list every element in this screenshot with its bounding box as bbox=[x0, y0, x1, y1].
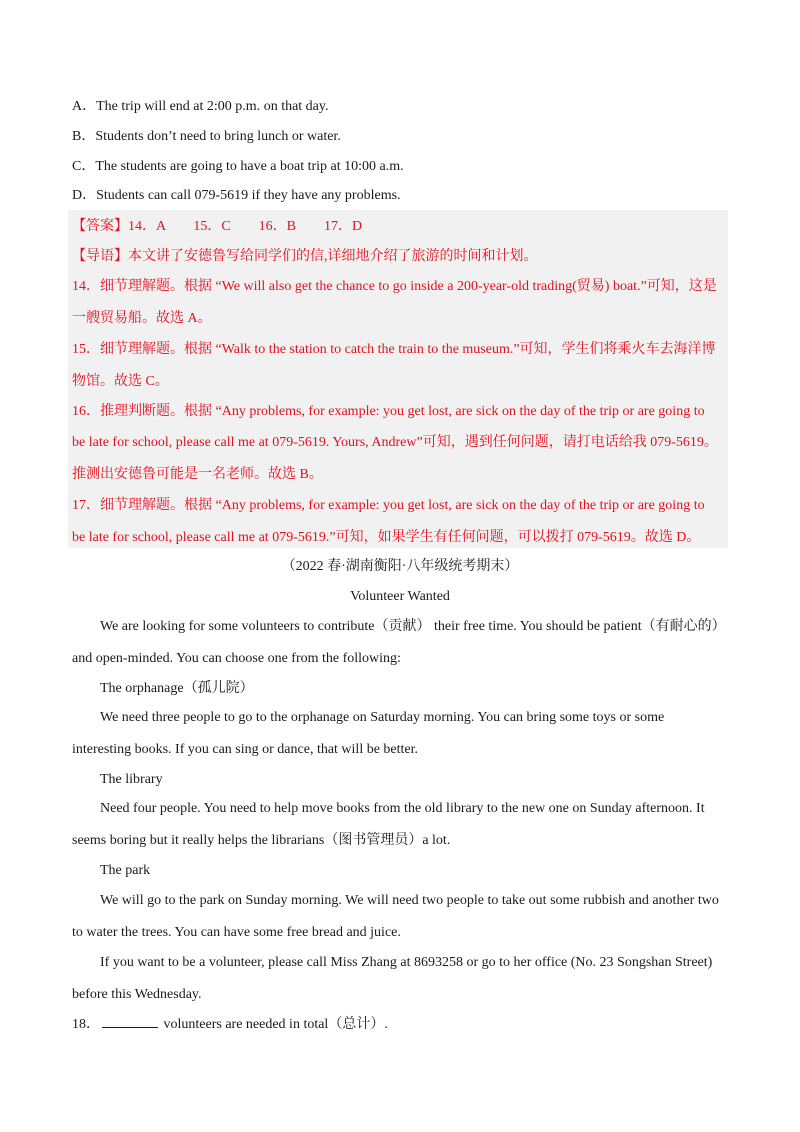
orphanage-line2: interesting books. If you can sing or dance, that will be better. bbox=[72, 742, 419, 757]
option-b: B．Students don’t need to bring lunch or water. bbox=[72, 129, 341, 144]
explanation-17-line1: 17．细节理解题。根据 “Any problems, for example: you get lost, are sick on the day of the trip or are going to bbox=[72, 498, 705, 513]
library-line2: seems boring but it really helps the librarians（图书管理员）a lot. bbox=[72, 833, 451, 848]
orphanage-line1: We need three people to go to the orphanage on Saturday morning. You can bring some toys or some bbox=[100, 710, 665, 725]
option-a: A．The trip will end at 2:00 p.m. on that day. bbox=[72, 99, 329, 114]
answer-key: 【答案】14．A 15．C 16．B 17．D bbox=[72, 219, 363, 234]
park-line2: to water the trees. You can have some free bread and juice. bbox=[72, 925, 401, 940]
orphanage-heading: The orphanage（孤儿院） bbox=[100, 681, 254, 696]
question-18-text: volunteers are needed in total（总计）. bbox=[163, 1017, 388, 1032]
passage-intro-line1: We are looking for some volunteers to contribute（贡献） their free time. You should be patient（有耐心的） bbox=[100, 619, 726, 634]
park-heading: The park bbox=[100, 863, 151, 878]
answer-guide: 【导语】本文讲了安德鲁写给同学们的信,详细地介绍了旅游的时间和计划。 bbox=[72, 249, 538, 264]
option-d: D．Students can call 079-5619 if they have any problems. bbox=[72, 188, 401, 203]
passage-source: （2022 春·湖南衡阳·八年级统考期末） bbox=[281, 559, 519, 574]
contact-line1: If you want to be a volunteer, please call Miss Zhang at 8693258 or go to her office (No. 23 Songshan Street) bbox=[100, 955, 713, 970]
explanation-14-line2: 一艘贸易船。故选 A。 bbox=[72, 311, 212, 326]
explanation-17-line2: be late for school, please call me at 079-5619.”可知，如果学生有任何问题，可以拨打 079-5619。故选 D。 bbox=[72, 530, 701, 545]
option-c: C．The students are going to have a boat trip at 10:00 a.m. bbox=[72, 159, 404, 174]
explanation-16-line1: 16．推理判断题。根据 “Any problems, for example: you get lost, are sick on the day of the trip or are going to bbox=[72, 404, 705, 419]
passage-title: Volunteer Wanted bbox=[350, 589, 450, 604]
explanation-16-line2: be late for school, please call me at 079-5619. Yours, Andrew”可知，遇到任何问题，请打电话给我 079-5619。 bbox=[72, 435, 718, 450]
library-line1: Need four people. You need to help move books from the old library to the new one on Sunday afternoon. It bbox=[100, 801, 705, 816]
contact-line2: before this Wednesday. bbox=[72, 987, 202, 1002]
explanation-14-line1: 14．细节理解题。根据 “We will also get the chance to go inside a 200-year-old trading(贸易) boat.”可知，这是 bbox=[72, 279, 717, 294]
explanation-15-line2: 物馆。故选 C。 bbox=[72, 374, 169, 389]
question-18-number: 18． bbox=[72, 1017, 100, 1032]
question-18 bbox=[72, 1015, 728, 1035]
explanation-15-line1: 15．细节理解题。根据 “Walk to the station to catch the train to the museum.”可知，学生们将乘火车去海洋博 bbox=[72, 342, 716, 357]
answer-blank[interactable] bbox=[102, 1015, 158, 1028]
passage-intro-line2: and open-minded. You can choose one from the following: bbox=[72, 651, 401, 666]
explanation-16-line3: 推测出安德鲁可能是一名老师。故选 B。 bbox=[72, 467, 323, 482]
library-heading: The library bbox=[100, 772, 163, 787]
park-line1: We will go to the park on Sunday morning. We will need two people to take out some rubbish and another two bbox=[100, 893, 719, 908]
